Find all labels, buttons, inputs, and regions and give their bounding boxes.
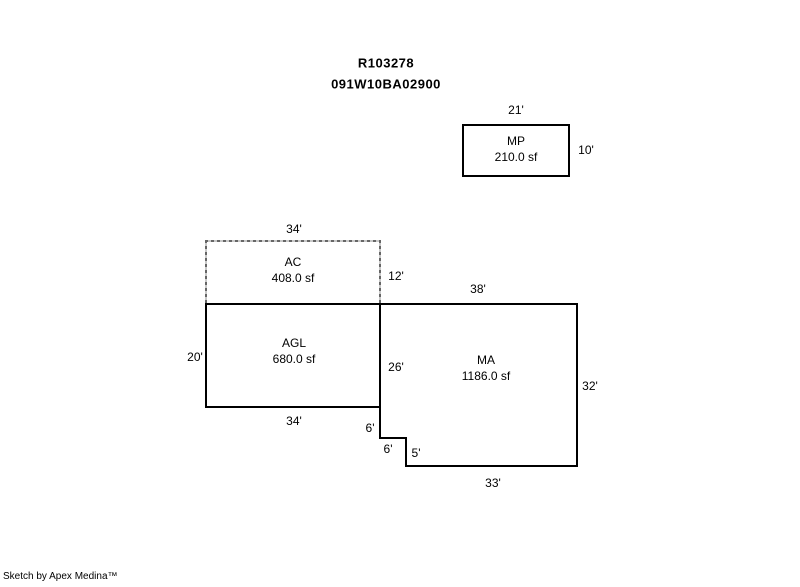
mp-label-block [495,133,538,165]
ma-dim-right: 32' [582,379,598,393]
ac-dim-right: 12' [388,269,404,283]
mp-dim-top: 21' [508,103,524,117]
ma-outline-left-lower [379,406,381,439]
ma-outline-bottom [405,465,578,467]
agl-dim-left: 20' [187,350,203,364]
ma-dim-bottom: 33' [485,476,501,490]
ma-outline-top [379,303,578,305]
ma-label-block [462,352,510,384]
agl-dim-bottom: 34' [286,414,302,428]
ma-dim-left-inner: 26' [388,360,404,374]
ma-dim-notch-step: 6' [383,442,393,456]
mp-code: MP [506,134,525,148]
ma-dim-notch-left: 6' [365,421,375,435]
ac-code: AC [284,255,302,269]
ma-outline-right [576,303,578,467]
sketch-credit: Sketch by Apex Medina™ [3,571,118,582]
mp-dim-right: 10' [578,143,594,157]
parcel-account-number: R103278 [357,55,415,71]
ac-outline-top [205,240,381,242]
ma-code: MA [476,353,495,367]
parcel-map-taxlot-number: 091W10BA02900 [331,76,441,92]
mp-area: 210.0 sf [494,150,538,164]
agl-label-block [273,335,316,367]
agl-area: 680.0 sf [272,352,316,366]
ac-dim-top: 34' [286,222,302,236]
ma-area: 1186.0 sf [461,369,511,383]
ma-outline-notch-step [379,437,407,439]
agl-code: AGL [281,336,307,350]
ac-area: 408.0 sf [271,271,315,285]
ma-dim-notch-riser: 5' [411,446,421,460]
ma-dim-top: 38' [470,282,486,296]
ac-label-block [272,254,315,286]
ma-outline-notch-riser [405,437,407,467]
ac-outline-left [205,240,207,303]
ac-outline-right [379,240,381,303]
